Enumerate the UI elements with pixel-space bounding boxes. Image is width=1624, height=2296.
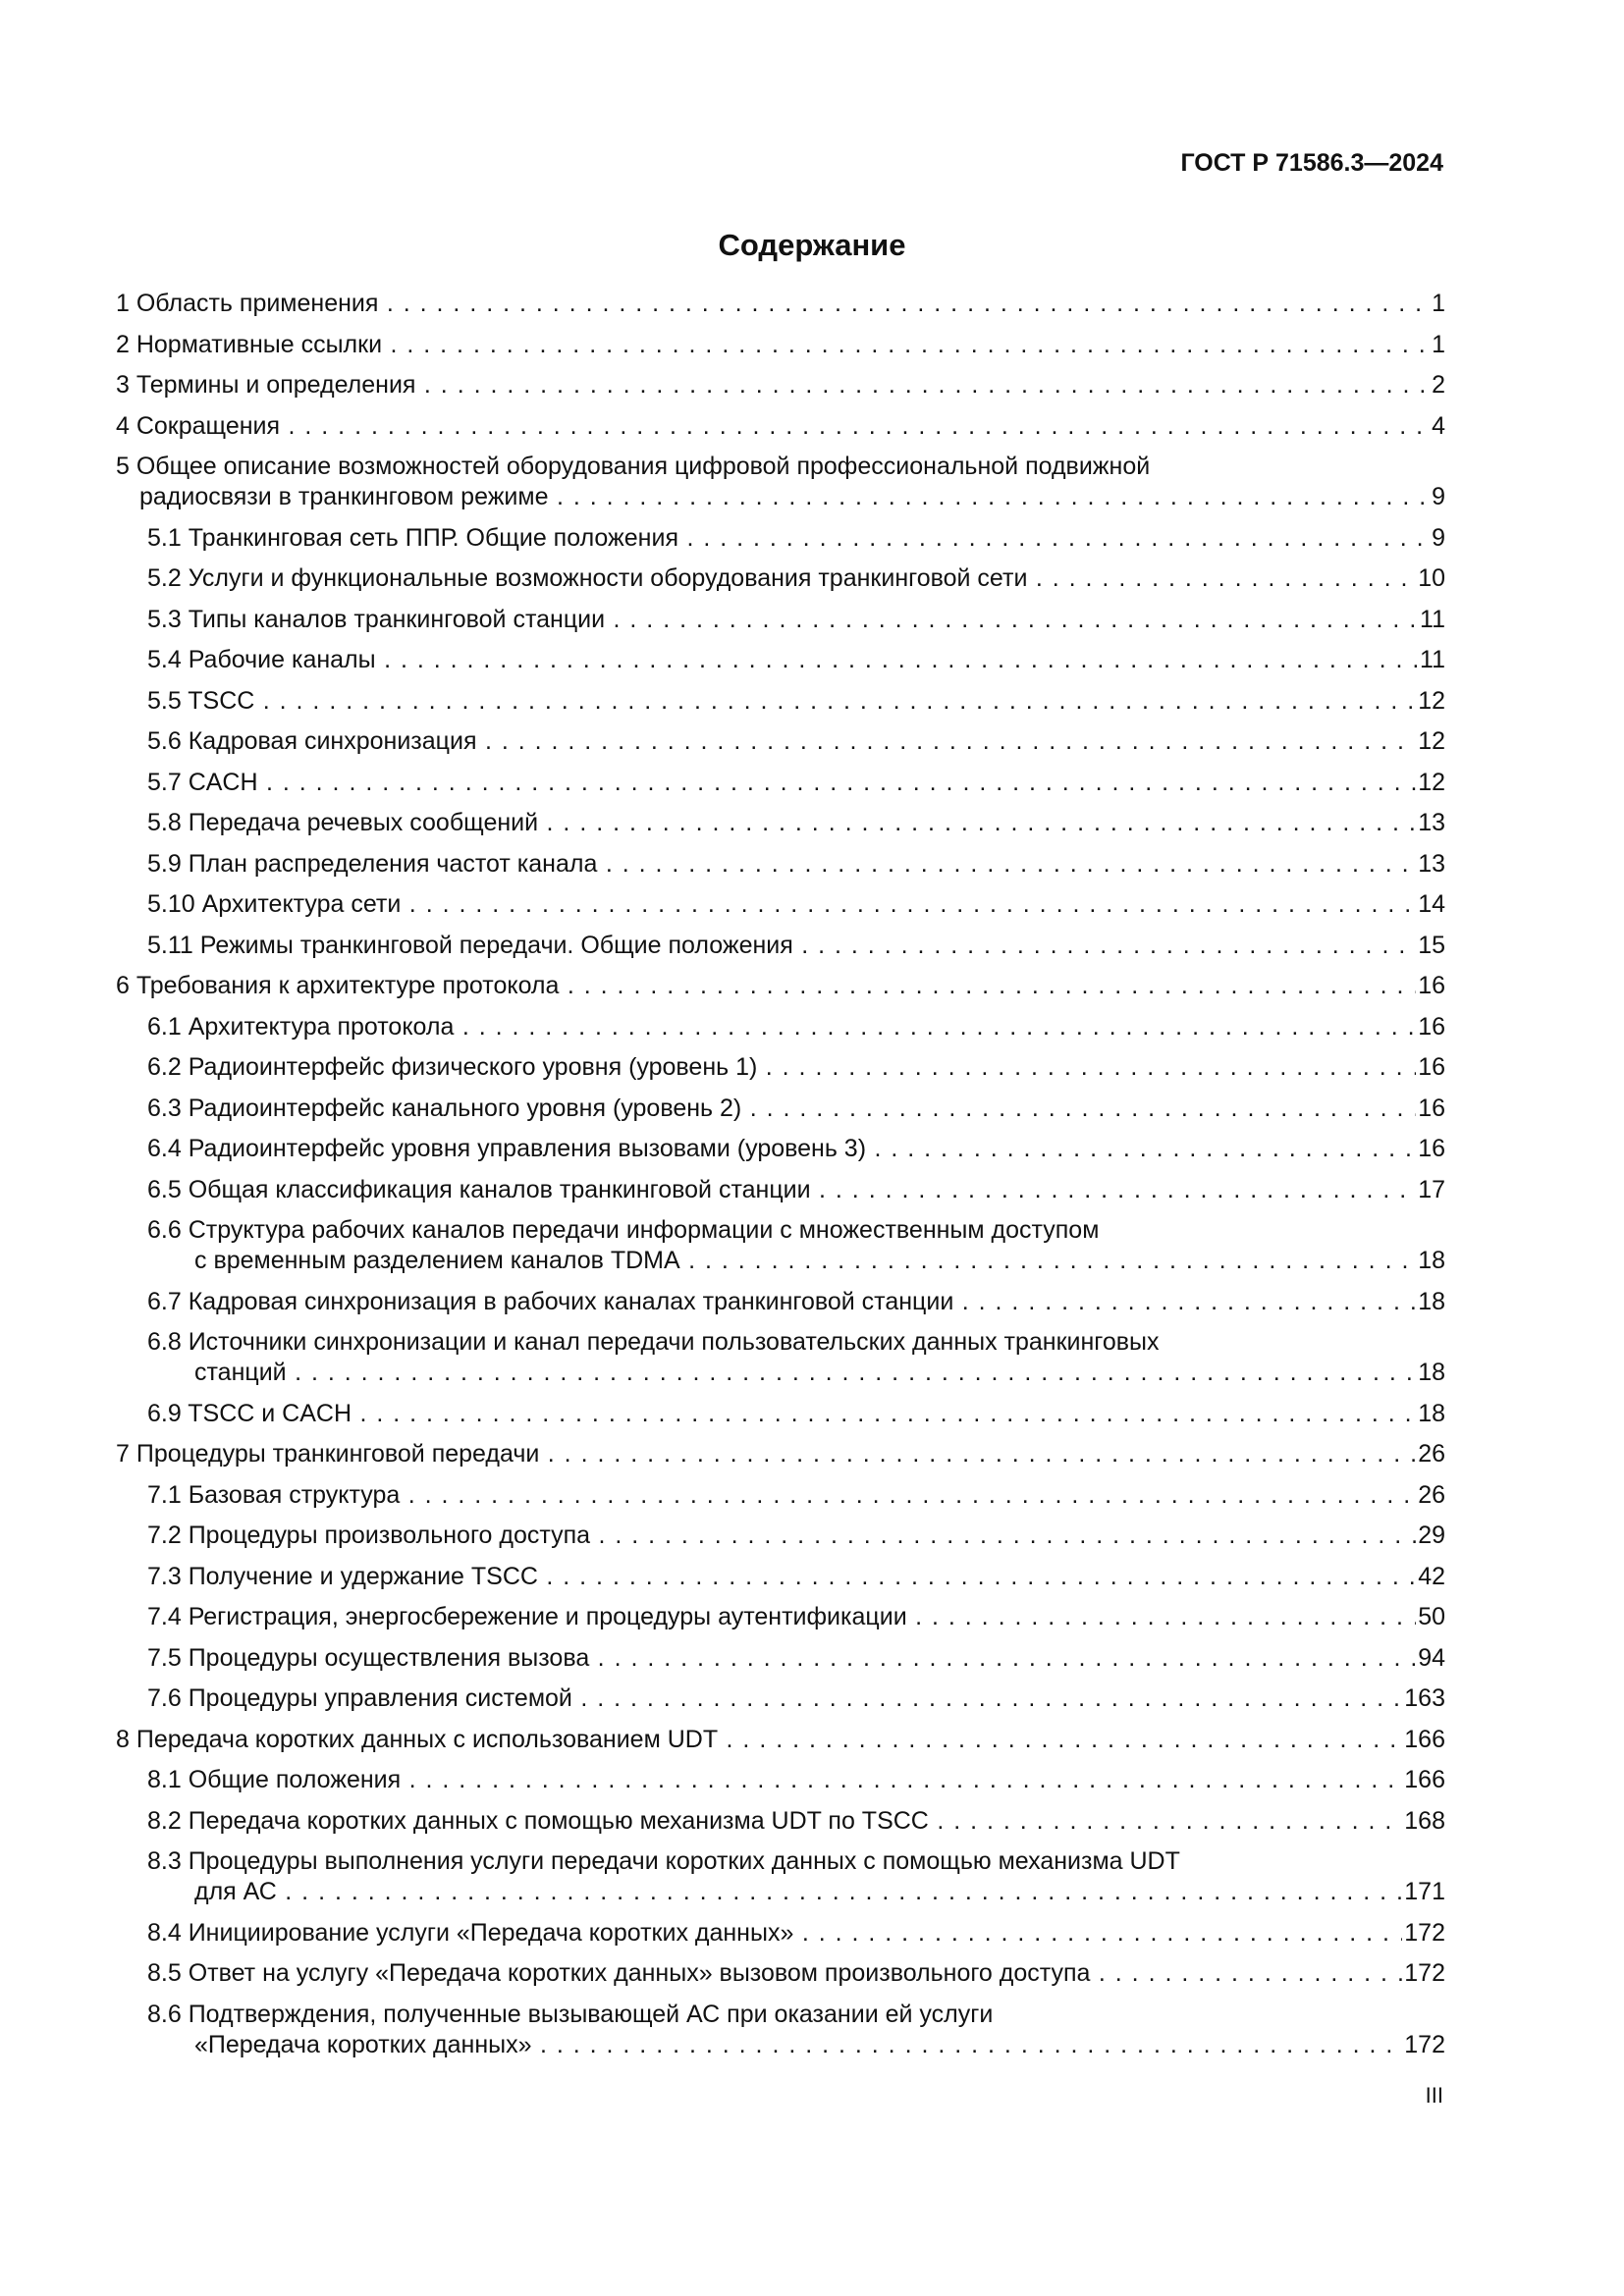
toc-entry [116, 370, 1445, 400]
toc-entry [116, 931, 1445, 961]
toc-entry-title [147, 1215, 1416, 1276]
toc-entry-title [116, 411, 1430, 442]
toc-entry [116, 605, 1445, 635]
toc-entry-page: 11 [1420, 646, 1445, 673]
toc-entry-page: 16 [1418, 1094, 1445, 1122]
table-of-contents [116, 289, 1445, 2070]
toc-entry [116, 1643, 1445, 1674]
toc-entry-title [147, 1052, 1416, 1083]
toc-entry-page: 16 [1418, 1012, 1445, 1041]
toc-entry-title [116, 1439, 1416, 1469]
toc-entry [116, 1725, 1445, 1755]
toc-entry-title [147, 2000, 1402, 2060]
toc-entry [116, 1480, 1445, 1511]
toc-entry [116, 686, 1445, 717]
toc-entry [116, 889, 1445, 920]
toc-entry-page: 163 [1404, 1684, 1445, 1712]
toc-entry-page: 26 [1418, 1480, 1445, 1509]
toc-title: Содержание [718, 228, 906, 262]
toc-entry-page: 172 [1404, 1918, 1445, 1947]
toc-entry-title [147, 686, 1416, 717]
toc-entry-title [147, 1399, 1416, 1429]
toc-entry-title [147, 1175, 1416, 1205]
toc-entry [116, 411, 1445, 442]
toc-entry-page: 14 [1418, 890, 1445, 918]
toc-entry-page: 13 [1418, 849, 1445, 878]
toc-entry-line: 2 Нормативные ссылки . . . [116, 330, 1430, 360]
toc-entry [116, 1439, 1445, 1469]
toc-entry-page: 168 [1404, 1806, 1445, 1835]
toc-entry-line: 5.6 Кадровая синхронизация . . . [147, 726, 1416, 757]
toc-entry [116, 1052, 1445, 1083]
toc-entry-line: с временным разделением каналов TDMA . . . [147, 1246, 1416, 1276]
toc-entry-line: 8.2 Передача коротких данных с помощью механизма UDT по TSCC . . . [147, 1806, 1402, 1837]
toc-entry-title [147, 1765, 1402, 1795]
toc-entry-title [147, 768, 1416, 798]
toc-entry-title [147, 645, 1418, 675]
toc-entry-title [147, 1562, 1416, 1592]
toc-entry-title [147, 808, 1416, 838]
toc-entry-page: 17 [1418, 1175, 1445, 1203]
toc-entry-page: 9 [1432, 523, 1445, 552]
toc-entry [116, 1846, 1445, 1907]
toc-entry-page: 166 [1404, 1725, 1445, 1753]
toc-entry-line: 5.10 Архитектура сети . . . [147, 889, 1416, 920]
toc-entry [116, 645, 1445, 675]
toc-entry-title [147, 1846, 1402, 1907]
toc-entry-page: 9 [1432, 483, 1445, 510]
toc-entry-page: 50 [1418, 1603, 1445, 1630]
toc-entry [116, 1918, 1445, 1949]
toc-entry-page: 1 [1432, 290, 1445, 317]
toc-entry-line: 7.4 Регистрация, энергосбережение и процедуры аутентификации . . . [147, 1602, 1416, 1632]
toc-entry-page: 12 [1418, 768, 1445, 796]
toc-entry-line: 6.4 Радиоинтерфейс уровня управления вызовами (уровень 3) . . . [147, 1134, 1416, 1164]
toc-entry [116, 1287, 1445, 1317]
toc-entry [116, 808, 1445, 838]
toc-entry-title [116, 289, 1430, 319]
toc-entry-line: 6.9 TSCC и CACH . . . [147, 1399, 1416, 1429]
toc-entry [116, 1094, 1445, 1124]
toc-entry [116, 1958, 1445, 1989]
toc-entry-line: 6.7 Кадровая синхронизация в рабочих каналах транкинговой станции . . . [147, 1287, 1416, 1317]
toc-entry [116, 289, 1445, 319]
toc-entry-title [147, 726, 1416, 757]
toc-entry-line: 5.1 Транкинговая сеть ППР. Общие положения . . . [147, 523, 1430, 554]
toc-entry-title [147, 849, 1416, 880]
toc-entry [116, 1602, 1445, 1632]
toc-entry-line: 7 Процедуры транкинговой передачи . . . [116, 1439, 1416, 1469]
toc-entry-title [116, 370, 1430, 400]
toc-entry [116, 1683, 1445, 1714]
toc-entry-line: 6.5 Общая классификация каналов транкинговой станции . . . [147, 1175, 1416, 1205]
toc-entry-title [116, 1725, 1402, 1755]
toc-entry-page: 16 [1418, 1135, 1445, 1162]
toc-entry-line: 5.5 TSCC . . . [147, 686, 1416, 717]
toc-entry-title [147, 1012, 1416, 1042]
toc-entry-page: 2 [1432, 371, 1445, 399]
toc-entry-title [147, 1958, 1402, 1989]
toc-entry-title [147, 563, 1416, 594]
toc-entry [116, 1175, 1445, 1205]
toc-entry-page: 16 [1418, 972, 1445, 999]
toc-entry-title [147, 1134, 1416, 1164]
toc-entry-line: станций . . . [147, 1358, 1416, 1388]
toc-entry-title [147, 1643, 1416, 1674]
toc-entry [116, 1399, 1445, 1429]
toc-entry-page: 11 [1420, 605, 1445, 633]
toc-entry-line: 8 Передача коротких данных с использованием UDT . . . [116, 1725, 1402, 1755]
toc-entry [116, 1327, 1445, 1388]
toc-entry-page: 10 [1418, 564, 1445, 592]
toc-entry-line: 7.3 Получение и удержание TSCC . . . [147, 1562, 1416, 1592]
toc-entry [116, 1215, 1445, 1276]
page-number: III [1425, 2083, 1443, 2108]
toc-entry-title [116, 452, 1430, 512]
toc-entry-page: 18 [1418, 1247, 1445, 1274]
toc-entry [116, 1806, 1445, 1837]
toc-entry-title [147, 1918, 1402, 1949]
toc-entry-line: 7.5 Процедуры осуществления вызова . . . [147, 1643, 1416, 1674]
toc-entry-page: 13 [1418, 809, 1445, 836]
toc-entry-line: для АС . . . [147, 1877, 1402, 1907]
toc-entry [116, 1562, 1445, 1592]
toc-entry-title [147, 523, 1430, 554]
toc-entry-line: 6.6 Структура рабочих каналов передачи информации с множественным доступом [147, 1216, 1100, 1244]
toc-entry-line: 5.8 Передача речевых сообщений . . . [147, 808, 1416, 838]
toc-entry [116, 849, 1445, 880]
toc-entry-line: 7.2 Процедуры произвольного доступа . . . [147, 1521, 1416, 1551]
toc-entry [116, 452, 1445, 512]
toc-entry-line: 8.4 Инициирование услуги «Передача коротких данных» . . . [147, 1918, 1402, 1949]
toc-entry-line: радиосвязи в транкинговом режиме . . . [116, 482, 1430, 512]
toc-entry-title [147, 1287, 1416, 1317]
toc-entry-title [147, 1327, 1416, 1388]
toc-entry-line: 5.11 Режимы транкинговой передачи. Общие положения . . . [147, 931, 1416, 961]
toc-entry-line: 8.3 Процедуры выполнения услуги передачи коротких данных с помощью механизма UDT [147, 1847, 1180, 1875]
toc-entry-page: 12 [1418, 727, 1445, 755]
toc-entry-title [147, 1602, 1416, 1632]
toc-entry [116, 2000, 1445, 2060]
toc-entry-title [147, 1480, 1416, 1511]
toc-entry [116, 768, 1445, 798]
toc-entry-line: 6.1 Архитектура протокола . . . [147, 1012, 1416, 1042]
toc-entry-title [147, 1094, 1416, 1124]
toc-entry-page: 42 [1418, 1562, 1445, 1590]
toc-entry-line: 5.9 План распределения частот канала . . . [147, 849, 1416, 880]
toc-entry-title [147, 1683, 1402, 1714]
toc-entry-line: 5.7 CACH . . . [147, 768, 1416, 798]
toc-entry-line: 3 Термины и определения . . . [116, 370, 1430, 400]
toc-entry-page: 1 [1432, 330, 1445, 358]
toc-entry-title [147, 605, 1418, 635]
toc-entry [116, 971, 1445, 1001]
toc-entry-line: 8.1 Общие положения . . . [147, 1765, 1402, 1795]
toc-entry [116, 1134, 1445, 1164]
toc-entry-title [147, 889, 1416, 920]
toc-entry-page: 172 [1404, 1959, 1445, 1987]
toc-entry-line: 1 Область применения . . . [116, 289, 1430, 319]
toc-entry-page: 94 [1418, 1643, 1445, 1672]
toc-entry-page: 4 [1432, 411, 1445, 440]
toc-entry-line: 5.4 Рабочие каналы . . . [147, 645, 1418, 675]
toc-entry-line: 7.6 Процедуры управления системой . . . [147, 1683, 1402, 1714]
toc-entry-line: 5 Общее описание возможностей оборудования цифровой профессиональной подвижной [116, 453, 1151, 480]
toc-entry-page: 171 [1404, 1878, 1445, 1905]
toc-entry-page: 15 [1418, 931, 1445, 959]
toc-entry [116, 1765, 1445, 1795]
toc-entry [116, 726, 1445, 757]
toc-entry-line: 8.6 Подтверждения, полученные вызывающей АС при оказании ей услуги [147, 2000, 994, 2028]
toc-entry [116, 1012, 1445, 1042]
toc-entry [116, 523, 1445, 554]
toc-entry-line: «Передача коротких данных» . . . [147, 2030, 1402, 2060]
toc-entry-line: 8.5 Ответ на услугу «Передача коротких данных» вызовом произвольного доступа . . . [147, 1958, 1402, 1989]
toc-entry-title [147, 1521, 1416, 1551]
toc-entry-line: 6.8 Источники синхронизации и канал передачи пользовательских данных транкинговых [147, 1328, 1160, 1356]
toc-entry [116, 1521, 1445, 1551]
toc-entry-title [116, 971, 1416, 1001]
toc-entry-title [147, 1806, 1402, 1837]
toc-entry-line: 7.1 Базовая структура . . . [147, 1480, 1416, 1511]
toc-entry-page: 29 [1418, 1522, 1445, 1549]
toc-entry-line: 6.3 Радиоинтерфейс канального уровня (уровень 2) . . . [147, 1094, 1416, 1124]
toc-entry-title [116, 330, 1430, 360]
toc-entry [116, 330, 1445, 360]
toc-entry-line: 4 Сокращения . . . [116, 411, 1430, 442]
document-code: ГОСТ Р 71586.3—2024 [1180, 149, 1443, 177]
toc-entry-line: 6 Требования к архитектуре протокола . . . [116, 971, 1416, 1001]
toc-entry-page: 16 [1418, 1053, 1445, 1081]
toc-entry-page: 166 [1404, 1766, 1445, 1793]
toc-entry-page: 18 [1418, 1287, 1445, 1315]
toc-entry-page: 172 [1404, 2030, 1445, 2058]
toc-entry [116, 563, 1445, 594]
toc-entry-line: 6.2 Радиоинтерфейс физического уровня (уровень 1) . . . [147, 1052, 1416, 1083]
toc-entry-page: 18 [1418, 1399, 1445, 1427]
toc-entry-page: 26 [1418, 1440, 1445, 1468]
toc-entry-page: 12 [1418, 686, 1445, 715]
toc-entry-line: 5.3 Типы каналов транкинговой станции . . . [147, 605, 1418, 635]
toc-entry-page: 18 [1418, 1359, 1445, 1386]
toc-entry-title [147, 931, 1416, 961]
toc-entry-line: 5.2 Услуги и функциональные возможности оборудования транкинговой сети . . . [147, 563, 1416, 594]
